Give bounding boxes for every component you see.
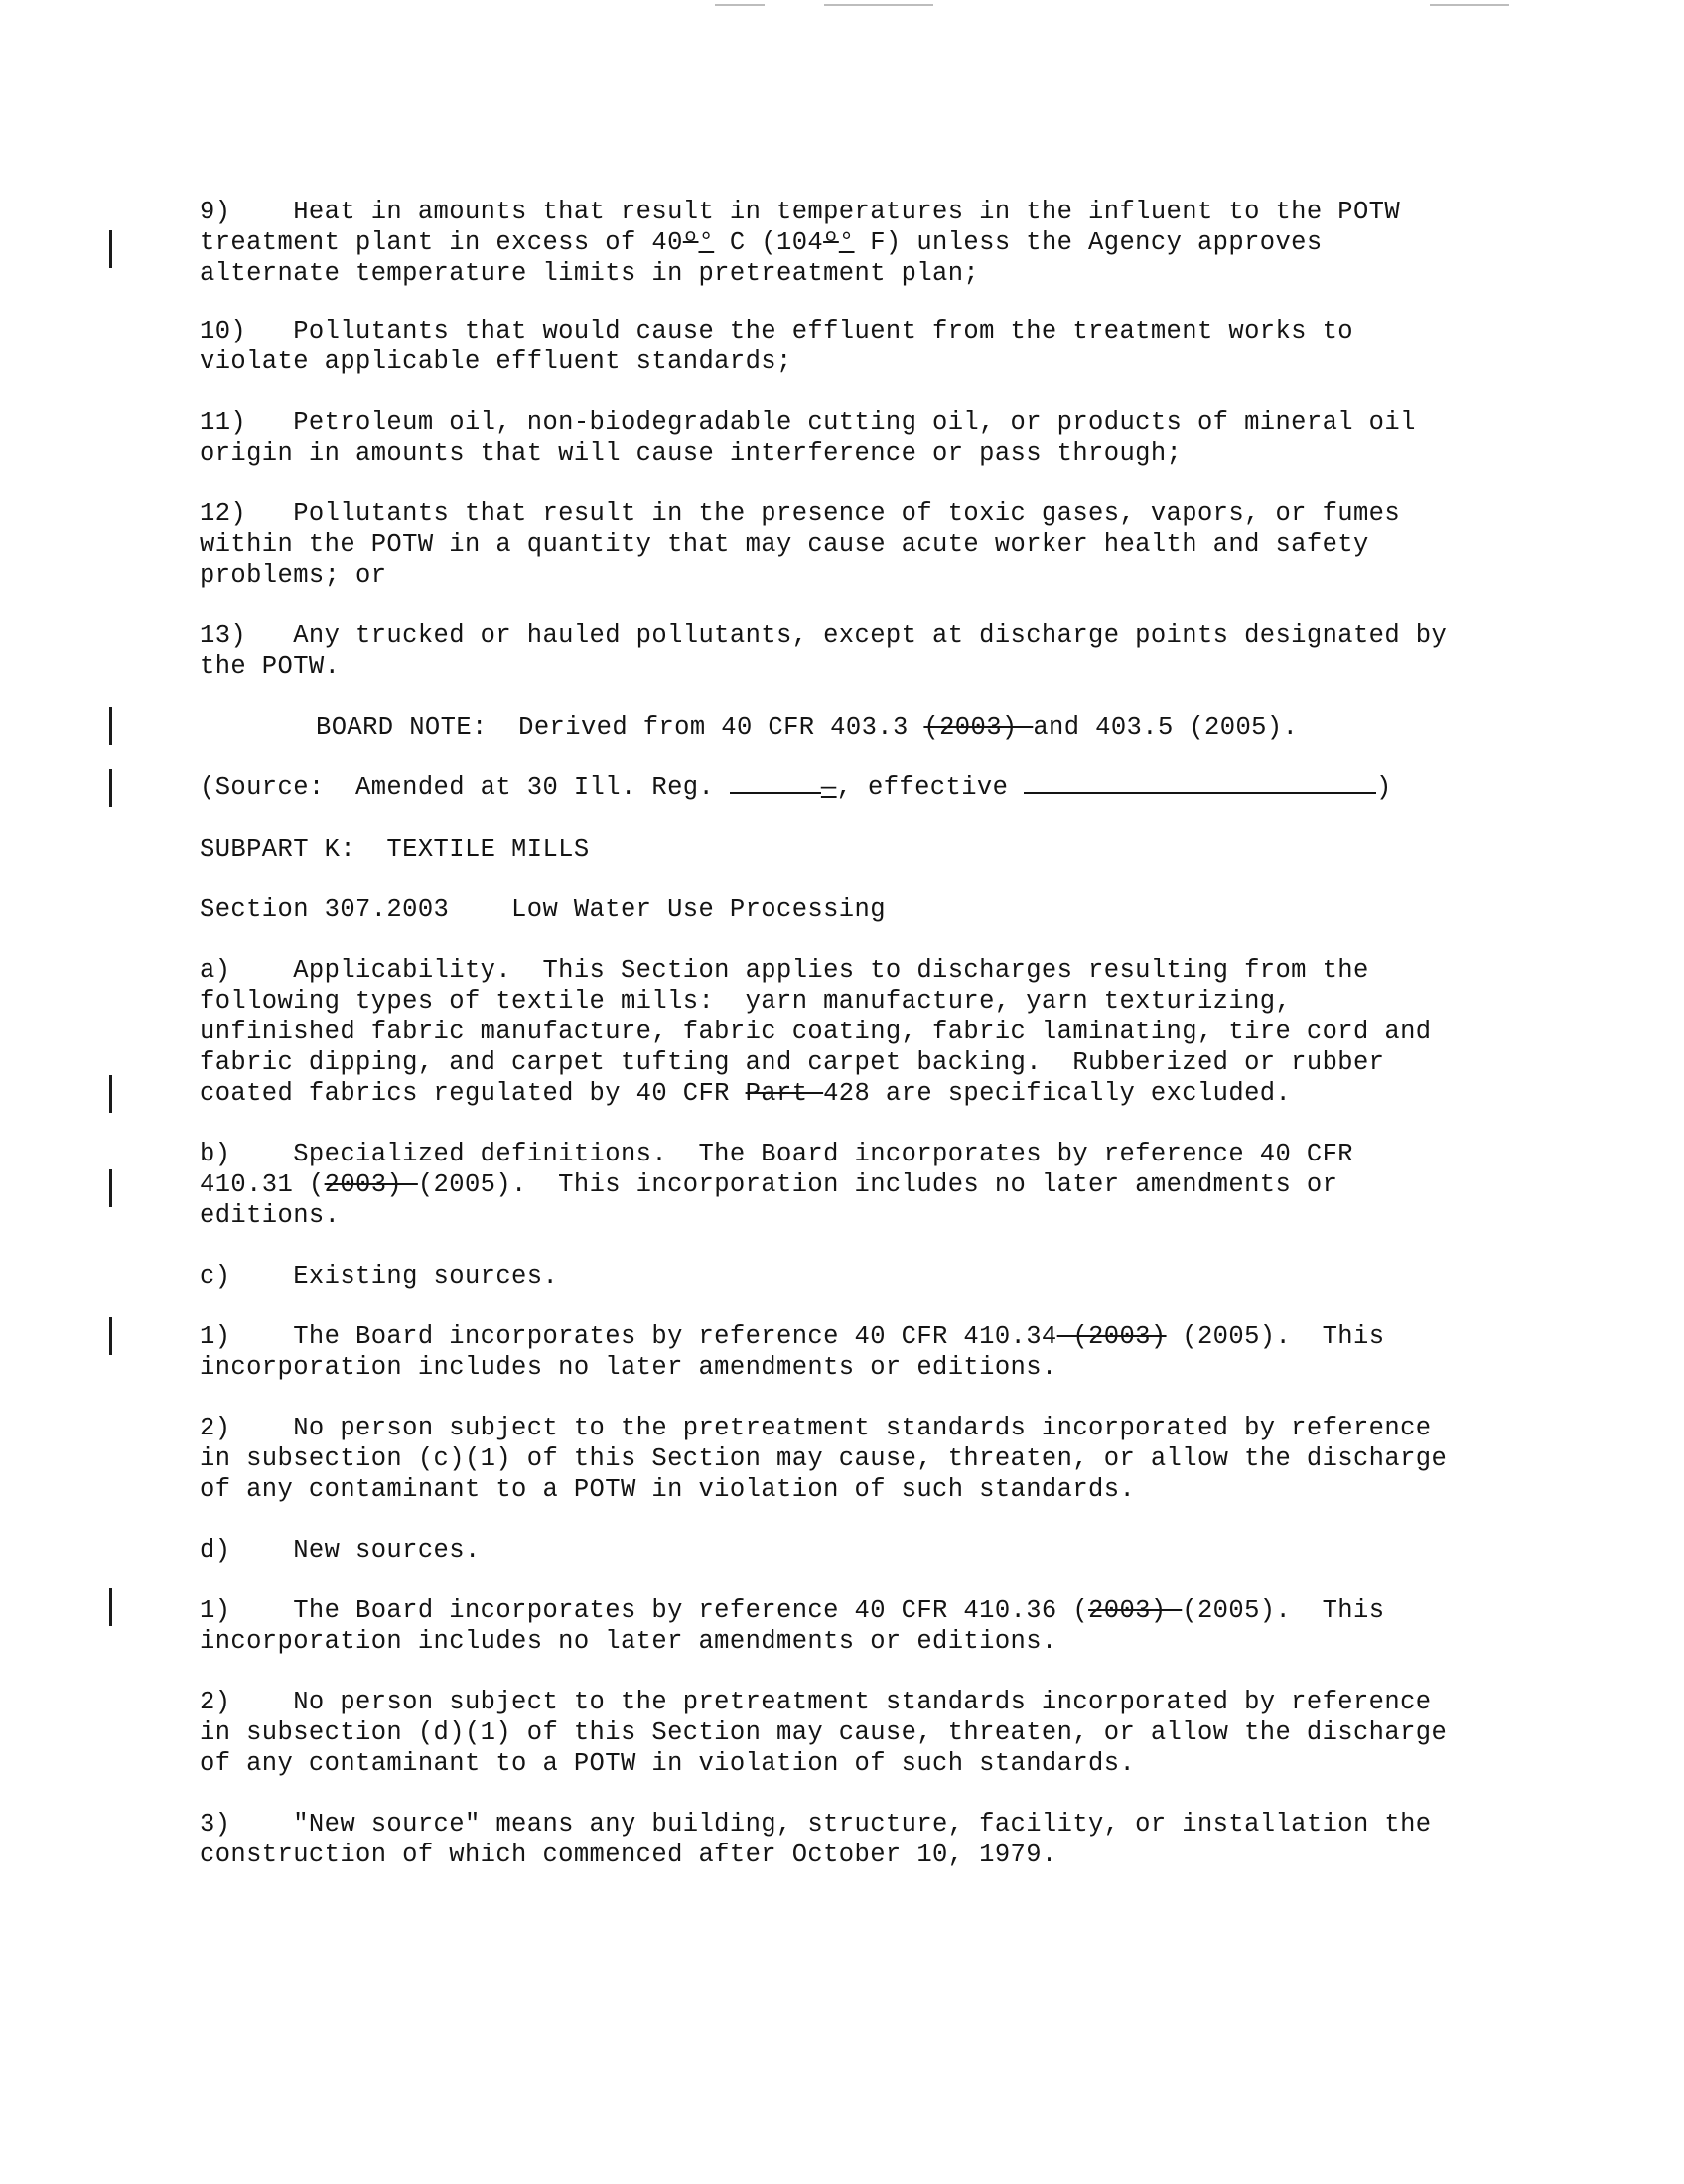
subpart-heading: SUBPART K: TEXTILE MILLS [200, 835, 590, 864]
paragraph-c: c) Existing sources. [200, 1262, 559, 1291]
source-effective-text: , effective [836, 773, 1025, 802]
paragraph-d-2: 2) No person subject to the pretreatment standards incorporated by reference in subsection (d)(1) of this Section may cause, threaten, or allow the discharge of any contaminant to a POTW in violation of such standards. [200, 1688, 1448, 1778]
paragraph-9-line-3: alternate temperature limits in pretreatment plan; [200, 259, 980, 288]
section-heading: Section 307.2003 Low Water Use Processing [200, 895, 886, 924]
struck-degree-symbol: º [823, 228, 839, 257]
paragraph-11: 11) Petroleum oil, non-biodegradable cutting oil, or products of mineral oil origin in amounts that will cause interference or pass through; [200, 408, 1416, 468]
revision-bar [109, 1317, 112, 1355]
struck-text: Part [745, 1079, 824, 1108]
scan-artifact [715, 4, 765, 6]
struck-text: 2003) [324, 1170, 418, 1199]
paragraph-d-1-text-end: (2005). This incorporation includes no later amendments or editions. [200, 1596, 1385, 1656]
scan-artifact [824, 4, 933, 6]
paragraph-c-1-text-end: (2005). This incorporation includes no later amendments or editions. [200, 1322, 1385, 1382]
inserted-degree-symbol: ° [698, 228, 715, 257]
revision-bar [109, 230, 112, 268]
blank-line [730, 772, 821, 794]
paragraph-12: 12) Pollutants that result in the presence of toxic gases, vapors, or fumes within the POTW in a quantity that may cause acute worker health and safety problems; or [200, 499, 1401, 590]
paragraph-9 [200, 197, 1550, 289]
paragraph-d-1 [200, 1595, 1550, 1657]
source-note [200, 772, 1550, 803]
source-close-paren: ) [1376, 773, 1392, 802]
struck-text: 2003) [1088, 1596, 1183, 1625]
struck-text: (2003) [923, 713, 1034, 742]
revision-bar [109, 707, 112, 745]
revision-bar [109, 769, 112, 807]
paragraph-b-text-end: (2005). This incorporation includes no later amendments or editions. [200, 1170, 1338, 1230]
paragraph-9-line-2b: C (104 [714, 228, 824, 257]
paragraph-a-text-end: 428 are specifically excluded. [823, 1079, 1292, 1108]
struck-text: — [820, 773, 837, 802]
paragraph-d-3: 3) "New source" means any building, structure, facility, or installation the construction of which commenced after October 10, 1979. [200, 1810, 1432, 1869]
struck-text: (2003) [1056, 1322, 1167, 1351]
board-note-text-end: and 403.5 (2005). [1033, 713, 1299, 742]
inserted-degree-symbol: ° [838, 228, 855, 257]
scan-artifact [1430, 4, 1509, 6]
paragraph-d: d) New sources. [200, 1536, 481, 1565]
paragraph-b-text: b) Specialized definitions. The Board incorporates by reference 40 CFR 410.31 ( [200, 1140, 1353, 1199]
revision-bar [109, 1169, 112, 1207]
paragraph-a [200, 955, 1550, 1109]
paragraph-b [200, 1139, 1550, 1231]
board-note [316, 712, 1666, 743]
paragraph-c-1 [200, 1321, 1550, 1383]
paragraph-9-line-2c: F) unless the Agency approves [854, 228, 1323, 257]
blank-line [1024, 772, 1376, 794]
paragraph-10: 10) Pollutants that would cause the effluent from the treatment works to violate applicable effluent standards; [200, 317, 1353, 376]
paragraph-9-line-1: 9) Heat in amounts that result in temperatures in the influent to the POTW [200, 198, 1401, 226]
paragraph-c-2: 2) No person subject to the pretreatment standards incorporated by reference in subsection (c)(1) of this Section may cause, threaten, or allow the discharge of any contaminant to a POTW in violation of such standards. [200, 1414, 1448, 1504]
paragraph-9-line-2a: treatment plant in excess of 40 [200, 228, 683, 257]
paragraph-d-1-text: 1) The Board incorporates by reference 40 CFR 410.36 ( [200, 1596, 1089, 1625]
paragraph-a-text: a) Applicability. This Section applies to discharges resulting from the following types of textile mills: yarn manufacture, yarn texturizing, unfinished fabric manufacture, fabric coating, fabric laminating, tire cord and fabric dipping, and carpet tufting and carpet backing. Rubberized or rubber coated fabrics regulated by 40 CFR [200, 956, 1432, 1108]
source-text: (Source: Amended at 30 Ill. Reg. [200, 773, 730, 802]
revision-bar [109, 1075, 112, 1113]
paragraph-c-1-text: 1) The Board incorporates by reference 40 CFR 410.34 [200, 1322, 1057, 1351]
struck-degree-symbol: º [682, 228, 699, 257]
board-note-text: BOARD NOTE: Derived from 40 CFR 403.3 [316, 713, 924, 742]
revision-bar [109, 1588, 112, 1626]
paragraph-13: 13) Any trucked or hauled pollutants, except at discharge points designated by the POTW. [200, 621, 1448, 681]
